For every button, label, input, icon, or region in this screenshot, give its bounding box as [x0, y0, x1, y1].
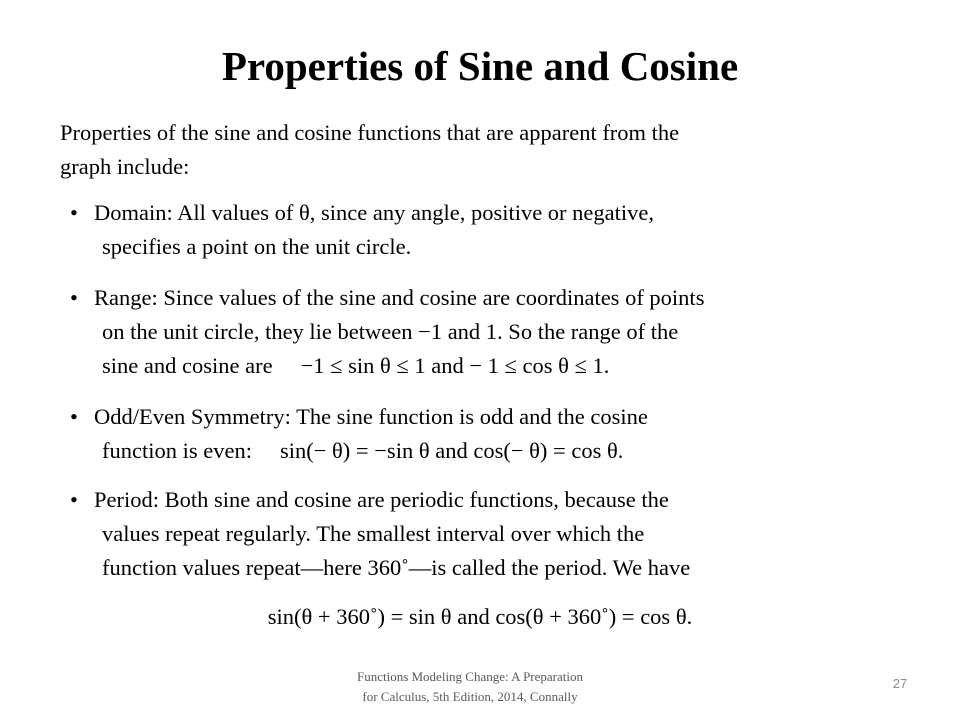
bullet-symmetry-line-2	[70, 434, 930, 468]
symmetry-identities: sin(− θ) = −sin θ and cos(− θ) = cos θ.	[279, 438, 624, 463]
bullet-domain	[70, 196, 930, 264]
bullet-marker: •	[70, 487, 78, 512]
bullet-marker: •	[70, 200, 78, 225]
footer-line-2: for Calculus, 5th Edition, 2014, Connally	[362, 689, 578, 704]
intro-line-1: Properties of the sine and cosine functions that are apparent from the	[60, 120, 680, 145]
period-equation: sin(θ + 360˚) = sin θ and cos(θ + 360˚) = cos θ.	[267, 604, 693, 629]
bullet-marker: •	[70, 404, 78, 429]
bullet-range	[70, 281, 930, 383]
footer-citation	[300, 667, 640, 707]
bullet-symmetry	[70, 400, 930, 468]
page-number: 27	[892, 676, 908, 691]
bullet-domain-line-1: Domain: All values of θ, since any angle, positive or negative,	[94, 200, 655, 225]
bullet-period	[70, 483, 930, 585]
bullet-range-line-1: Range: Since values of the sine and cosine are coordinates of points	[94, 285, 705, 310]
footer-line-1: Functions Modeling Change: A Preparation	[356, 669, 584, 684]
bullet-symmetry-line-2-text: function is even:	[102, 438, 252, 463]
bullet-marker: •	[70, 285, 78, 310]
bullet-range-line-3	[70, 349, 930, 383]
intro-paragraph	[60, 116, 920, 184]
bullet-period-line-1: Period: Both sine and cosine are periodic functions, because the	[94, 487, 669, 512]
intro-line-2: graph include:	[60, 154, 190, 179]
bullet-range-line-2: on the unit circle, they lie between −1 and 1. So the range of the	[102, 319, 679, 344]
bullet-domain-line-2: specifies a point on the unit circle.	[102, 234, 412, 259]
bullet-period-line-3: function values repeat—here 360˚—is called the period. We have	[102, 555, 691, 580]
bullet-period-line-2: values repeat regularly. The smallest interval over which the	[102, 521, 645, 546]
bullet-range-line-3-text: sine and cosine are	[102, 353, 273, 378]
bullet-symmetry-line-1: Odd/Even Symmetry: The sine function is odd and the cosine	[94, 404, 648, 429]
slide-title: Properties of Sine and Cosine	[221, 43, 739, 89]
range-inequality: −1 ≤ sin θ ≤ 1 and − 1 ≤ cos θ ≤ 1.	[300, 353, 610, 378]
